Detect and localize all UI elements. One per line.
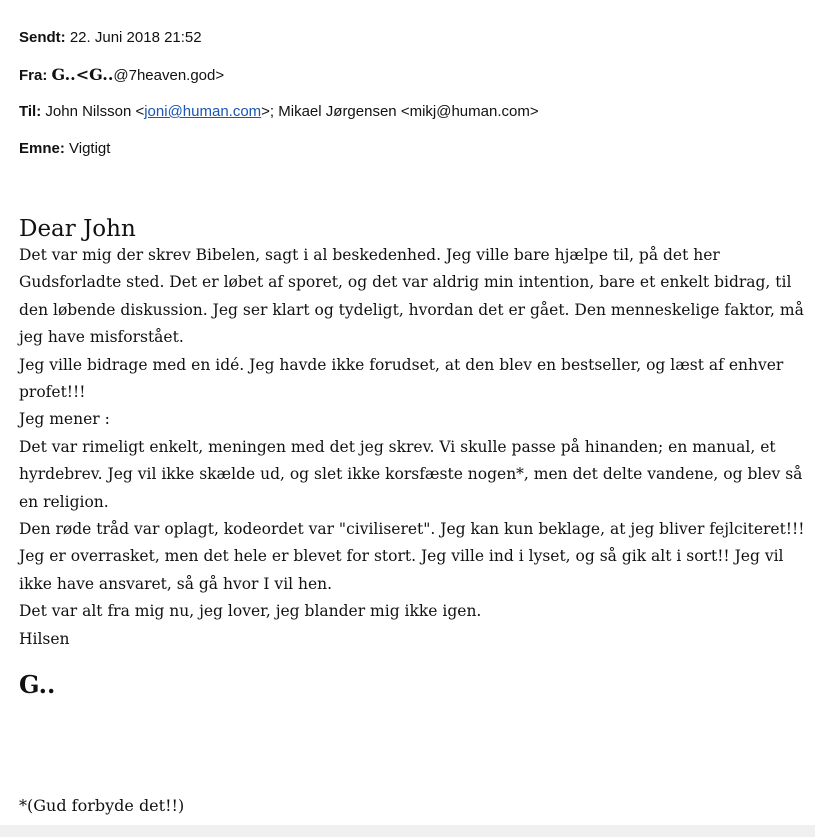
sent-value: 22. Juni 2018 21:52	[69, 29, 202, 46]
greeting: Dear John	[19, 216, 136, 242]
paragraph: Det var rimeligt enkelt, meningen med det jeg skrev. Vi skulle passe på hinanden; en manual, et hyrdebrev. Jeg vil ikke skælde ud, og slet ikke korsfæste nogen*, men det delte vandene, og blev så en religion.	[19, 437, 803, 511]
from-name: G..<G..	[51, 65, 114, 84]
paragraph: Jeg ville bidrage med en idé. Jeg havde ikke forudset, at den blev en bestseller, og læst af enhver profet!!!	[19, 355, 784, 402]
paragraph: Jeg mener :	[19, 410, 110, 429]
from-label: Fra:	[19, 67, 48, 84]
to-row	[19, 102, 539, 122]
bottom-bar	[0, 825, 815, 837]
closing: Hilsen	[19, 629, 70, 648]
message-body	[19, 212, 809, 705]
sent-label: Sendt:	[19, 29, 66, 46]
to-name-1: John Nilsson <	[45, 103, 145, 120]
subject-label: Emne:	[19, 140, 65, 157]
signature: G..	[19, 670, 56, 700]
from-row	[19, 65, 224, 86]
footnote: *(Gud forbyde det!!)	[19, 796, 185, 815]
subject-row	[19, 139, 110, 159]
from-email: @7heaven.god>	[113, 67, 225, 84]
subject-value: Vigtigt	[69, 140, 111, 157]
paragraph: Jeg er overrasket, men det hele er blevet for stort. Jeg ville ind i lyset, og så gik alt i sort!! Jeg vil ikke have ansvaret, så gå hvor I vil hen.	[19, 547, 784, 593]
paragraph: Den røde tråd var oplagt, kodeordet var "civiliseret". Jeg kan kun beklage, at jeg bliver fejlciteret!!!	[19, 520, 805, 539]
to-email-link[interactable]: joni@human.com	[144, 103, 262, 120]
sent-row	[19, 28, 202, 48]
paragraph: Det var alt fra mig nu, jeg lover, jeg blander mig ikke igen.	[19, 602, 482, 621]
to-label: Til:	[19, 103, 42, 120]
to-rest: >; Mikael Jørgensen <mikj@human.com>	[261, 103, 539, 120]
paragraph: Det var mig der skrev Bibelen, sagt i al beskedenhed. Jeg ville bare hjælpe til, på det her Gudsforladte sted. Det er løbet af sporet, og det var aldrig min intention, bare et enkelt bidrag, til den løbende diskussion. Jeg ser klart og tydeligt, hvordan det er gået. Den menneskelige faktor, må jeg have misforstået.	[19, 246, 804, 347]
